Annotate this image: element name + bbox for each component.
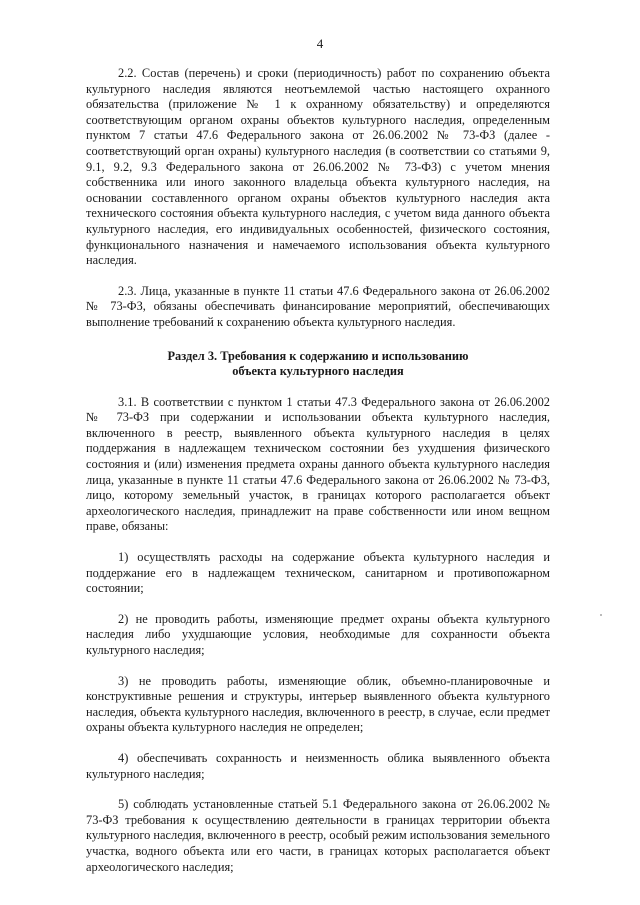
section-3-heading (86, 349, 550, 380)
scan-speck (600, 614, 602, 616)
list-item-5: 5) соблюдать установленные статьей 5.1 Федерального закона от 26.06.2002 № 73-ФЗ требования к осуществлению деятельности в границах территории объекта культурного наследия, включенного в реестр, особый режим использования земельного участка, водного объекта или его части, в границах которых располагается объект археологического наследия; (86, 797, 551, 874)
list-item-3: 3) не проводить работы, изменяющие облик, объемно-планировочные и конструктивные решения и структуры, интерьер выявленного объекта культурного наследия, объекта культурного наследия, включенного в реестр, в случае, если предмет охраны объекта культурного наследия не определен; (86, 673, 550, 735)
paragraph-2-2: 2.2. Состав (перечень) и сроки (периодичность) работ по сохранению объекта культурного наследия являются неотъемлемой частью настоящего охранного обязательства (приложение № 1 к охранному обязательству) и определяются соответствующим органом охраны объектов культурного наследия, определенным пунктом 7 статьи 47.6 Федерального закона от 26.06.2002 № 73-ФЗ (далее - соответствующий орган охраны) культурного наследия (в соответствии со статьями 9, 9.1, 9.2, 9.3 Федерального закона от 26.06.2002 № 73-ФЗ) с учетом мнения собственника или иного законного владельца объекта культурного наследия, на основании составленного органом охраны объектов культурного наследия акта технического состояния объекта культурного наследия, с учетом вида данного объекта культурного наследия, его индивидуальных особенностей, физического состояния, функционального назначения и намечаемого использования объекта культурного наследия. (86, 66, 550, 268)
section-3-heading-line-2: объекта культурного наследия (232, 364, 404, 379)
section-3-heading-line-1: Раздел 3. Требования к содержанию и использованию (167, 348, 469, 363)
list-item-4: 4) обеспечивать сохранность и неизменность облика выявленного объекта культурного наследия; (86, 750, 550, 781)
document-body (86, 66, 550, 890)
list-item-1: 1) осуществлять расходы на содержание объекта культурного наследия и поддержание его в надлежащем техническом, санитарном и противопожарном состоянии; (86, 550, 550, 596)
list-item-2: 2) не проводить работы, изменяющие предмет охраны объекта культурного наследия либо ухудшающие условия, необходимые для сохранности объекта культурного наследия; (86, 611, 550, 657)
paragraph-2-3: 2.3. Лица, указанные в пункте 11 статьи 47.6 Федерального закона от 26.06.2002 № 73-ФЗ, обязаны обеспечивать финансирование мероприятий, обеспечивающих выполнение требований к сохранению объекта культурного наследия. (86, 283, 550, 329)
paragraph-3-1: 3.1. В соответствии с пунктом 1 статьи 47.3 Федерального закона от 26.06.2002 № 73-ФЗ при содержании и использовании объекта культурного наследия, включенного в реестр, выявленного объекта культурного наследия в целях поддержания в надлежащем техническом состоянии без ухудшения физического состояния и (или) изменения предмета охраны данного объекта культурного наследия лица, указанные в пункте 11 статьи 47.6 Федерального закона от 26.06.2002 № 73-ФЗ, лицо, которому земельный участок, в границах которого располагается объект археологического наследия, принадлежит на праве собственности или ином вещном праве, обязаны: (86, 394, 550, 534)
page-number: 4 (316, 36, 324, 51)
